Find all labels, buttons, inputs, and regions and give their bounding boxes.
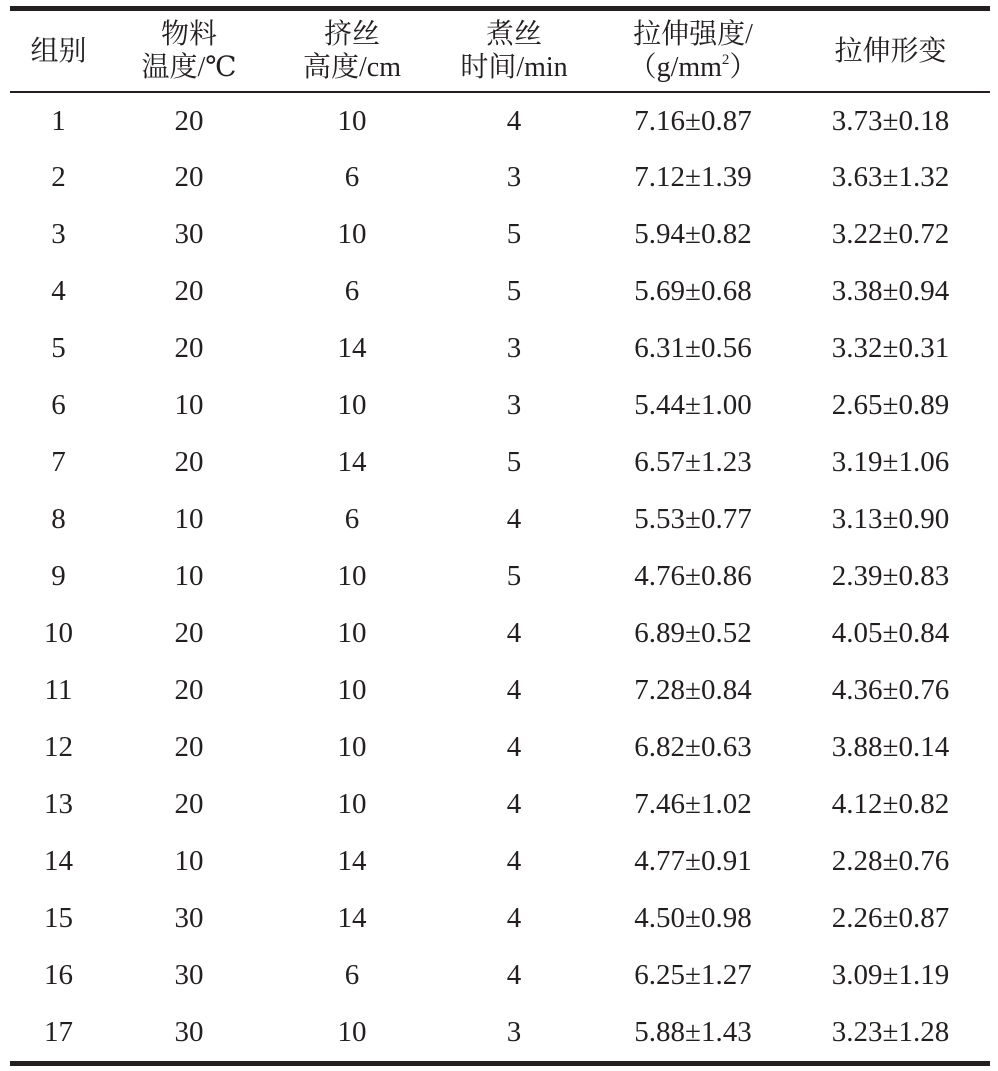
cell-tensile-strength: 5.44±1.00 bbox=[634, 389, 752, 421]
header-material-temperature-line2: 温度/℃ bbox=[141, 52, 237, 83]
cell-material-temperature: 10 bbox=[174, 560, 204, 592]
cell-tensile-strength: 6.89±0.52 bbox=[634, 617, 752, 649]
header-extrusion-height bbox=[271, 9, 433, 93]
table-row bbox=[10, 206, 990, 263]
cell-tensile-strength: 7.28±0.84 bbox=[634, 674, 752, 706]
cell-extrusion-height: 10 bbox=[337, 674, 367, 706]
cell-extrusion-height: 14 bbox=[337, 332, 367, 364]
cell-group: 6 bbox=[51, 389, 66, 421]
cell-tensile-deformation: 4.12±0.82 bbox=[831, 788, 950, 820]
cell-material-temperature: 30 bbox=[174, 959, 204, 991]
cell-tensile-strength: 4.50±0.98 bbox=[634, 902, 752, 934]
cell-extrusion-height: 14 bbox=[337, 845, 367, 877]
cell-tensile-deformation: 2.28±0.76 bbox=[831, 845, 950, 877]
cell-extrusion-height: 6 bbox=[344, 161, 360, 193]
cell-cooking-time: 4 bbox=[506, 617, 522, 649]
cell-tensile-deformation: 3.38±0.94 bbox=[831, 275, 950, 307]
cell-group: 7 bbox=[51, 446, 66, 478]
cell-material-temperature: 20 bbox=[174, 446, 204, 478]
cell-cooking-time: 4 bbox=[506, 104, 522, 137]
header-cooking-time-line1: 煮丝 bbox=[485, 19, 542, 50]
cell-group: 16 bbox=[44, 959, 73, 991]
cell-tensile-strength: 5.69±0.68 bbox=[634, 275, 752, 307]
header-row bbox=[10, 9, 990, 93]
cell-material-temperature: 20 bbox=[174, 104, 204, 137]
cell-cooking-time: 5 bbox=[506, 275, 522, 307]
cell-extrusion-height: 10 bbox=[337, 788, 367, 820]
cell-tensile-strength: 5.88±1.43 bbox=[634, 1016, 752, 1048]
header-extrusion-height-line2: 高度/cm bbox=[303, 52, 401, 83]
header-group-label: 组别 bbox=[30, 35, 87, 67]
header-cooking-time bbox=[433, 9, 595, 93]
header-tensile-strength-line2 bbox=[595, 51, 791, 84]
cell-group: 14 bbox=[44, 845, 73, 877]
cell-tensile-deformation: 3.63±1.32 bbox=[831, 161, 950, 193]
cell-tensile-deformation: 4.05±0.84 bbox=[831, 617, 950, 649]
cell-cooking-time: 3 bbox=[506, 1016, 522, 1048]
cell-cooking-time: 5 bbox=[506, 218, 522, 250]
cell-tensile-strength: 4.76±0.86 bbox=[634, 560, 752, 592]
cell-group: 1 bbox=[51, 104, 66, 137]
header-tensile-strength-line1: 拉伸强度/ bbox=[633, 19, 753, 50]
cell-group: 9 bbox=[51, 560, 66, 592]
cell-tensile-deformation: 3.73±0.18 bbox=[831, 104, 950, 137]
cell-material-temperature: 20 bbox=[174, 731, 204, 763]
cell-tensile-deformation: 3.88±0.14 bbox=[831, 731, 950, 763]
header-material-temperature-line1: 物料 bbox=[160, 19, 217, 50]
data-table-container bbox=[10, 6, 990, 1066]
cell-material-temperature: 10 bbox=[174, 845, 204, 877]
table-row bbox=[10, 548, 990, 605]
cell-material-temperature: 20 bbox=[174, 674, 204, 706]
cell-tensile-strength: 6.82±0.63 bbox=[634, 731, 752, 763]
cell-cooking-time: 4 bbox=[506, 959, 522, 991]
cell-extrusion-height: 10 bbox=[337, 560, 367, 592]
cell-extrusion-height: 6 bbox=[344, 503, 360, 535]
cell-tensile-deformation: 3.09±1.19 bbox=[831, 959, 950, 991]
table-row bbox=[10, 947, 990, 1004]
cell-extrusion-height: 14 bbox=[337, 902, 367, 934]
header-cooking-time-line2: 时间/min bbox=[460, 52, 568, 83]
cell-cooking-time: 3 bbox=[506, 332, 522, 364]
cell-group: 17 bbox=[44, 1016, 73, 1048]
header-extrusion-height-line1: 挤丝 bbox=[323, 19, 380, 50]
cell-cooking-time: 4 bbox=[506, 503, 522, 535]
cell-tensile-strength: 7.16±0.87 bbox=[634, 104, 752, 137]
cell-extrusion-height: 10 bbox=[337, 389, 367, 421]
cell-cooking-time: 4 bbox=[506, 674, 522, 706]
cell-tensile-deformation: 3.13±0.90 bbox=[831, 503, 950, 535]
cell-extrusion-height: 10 bbox=[337, 617, 367, 649]
cell-tensile-deformation: 3.22±0.72 bbox=[831, 218, 950, 250]
cell-tensile-deformation: 3.23±1.28 bbox=[831, 1016, 950, 1048]
cell-group: 13 bbox=[44, 788, 73, 820]
cell-tensile-deformation: 3.19±1.06 bbox=[831, 446, 950, 478]
cell-extrusion-height: 10 bbox=[337, 218, 367, 250]
table-row bbox=[10, 833, 990, 890]
cell-cooking-time: 4 bbox=[506, 845, 522, 877]
table-row bbox=[10, 776, 990, 833]
cell-tensile-strength: 6.31±0.56 bbox=[634, 332, 752, 364]
cell-material-temperature: 30 bbox=[174, 902, 204, 934]
cell-material-temperature: 20 bbox=[174, 788, 204, 820]
table-body bbox=[10, 92, 990, 1064]
cell-tensile-strength: 6.57±1.23 bbox=[634, 446, 752, 478]
cell-extrusion-height: 10 bbox=[337, 104, 367, 137]
cell-extrusion-height: 6 bbox=[344, 275, 360, 307]
cell-tensile-deformation: 2.65±0.89 bbox=[831, 389, 950, 421]
table-row bbox=[10, 92, 990, 149]
table-row bbox=[10, 149, 990, 206]
cell-group: 3 bbox=[51, 218, 66, 250]
cell-tensile-strength: 7.46±1.02 bbox=[634, 788, 752, 820]
cell-group: 15 bbox=[44, 902, 73, 934]
table-row bbox=[10, 662, 990, 719]
experiment-results-table bbox=[10, 6, 990, 1066]
cell-cooking-time: 4 bbox=[506, 731, 522, 763]
cell-tensile-deformation: 4.36±0.76 bbox=[831, 674, 950, 706]
cell-tensile-deformation: 2.26±0.87 bbox=[831, 902, 950, 934]
cell-cooking-time: 4 bbox=[506, 788, 522, 820]
cell-group: 2 bbox=[51, 161, 66, 193]
header-tensile-strength-unit: （g/mm bbox=[628, 52, 722, 83]
cell-group: 8 bbox=[51, 503, 66, 535]
cell-material-temperature: 30 bbox=[174, 218, 204, 250]
table-row bbox=[10, 320, 990, 377]
cell-group: 12 bbox=[44, 731, 73, 763]
cell-tensile-strength: 5.53±0.77 bbox=[634, 503, 752, 535]
cell-tensile-strength: 7.12±1.39 bbox=[634, 161, 752, 193]
cell-extrusion-height: 10 bbox=[337, 731, 367, 763]
cell-cooking-time: 3 bbox=[506, 389, 522, 421]
cell-cooking-time: 5 bbox=[506, 560, 522, 592]
cell-extrusion-height: 6 bbox=[344, 959, 360, 991]
cell-material-temperature: 20 bbox=[174, 275, 204, 307]
cell-group: 10 bbox=[44, 617, 73, 649]
cell-tensile-strength: 6.25±1.27 bbox=[634, 959, 752, 991]
table-row bbox=[10, 434, 990, 491]
cell-cooking-time: 5 bbox=[506, 446, 522, 478]
header-tensile-deformation-label: 拉伸形变 bbox=[834, 35, 947, 67]
cell-group: 11 bbox=[44, 674, 73, 706]
header-tensile-strength-unit-close: ） bbox=[729, 52, 758, 83]
cell-tensile-strength: 4.77±0.91 bbox=[634, 845, 752, 877]
cell-cooking-time: 4 bbox=[506, 902, 522, 934]
cell-material-temperature: 20 bbox=[174, 617, 204, 649]
cell-tensile-deformation: 3.32±0.31 bbox=[831, 332, 950, 364]
cell-material-temperature: 20 bbox=[174, 332, 204, 364]
table-row bbox=[10, 605, 990, 662]
cell-material-temperature: 30 bbox=[174, 1016, 204, 1048]
table-row bbox=[10, 491, 990, 548]
cell-group: 5 bbox=[51, 332, 66, 364]
table-header bbox=[10, 9, 990, 93]
cell-material-temperature: 10 bbox=[174, 389, 204, 421]
table-row bbox=[10, 890, 990, 947]
cell-material-temperature: 20 bbox=[174, 161, 204, 193]
cell-group: 4 bbox=[51, 275, 66, 307]
cell-extrusion-height: 10 bbox=[337, 1016, 367, 1048]
table-row bbox=[10, 719, 990, 776]
cell-extrusion-height: 14 bbox=[337, 446, 367, 478]
table-row bbox=[10, 377, 990, 434]
table-row bbox=[10, 1004, 990, 1064]
cell-cooking-time: 3 bbox=[506, 161, 522, 193]
header-tensile-strength-unit-exponent: 2 bbox=[721, 52, 730, 68]
cell-tensile-deformation: 2.39±0.83 bbox=[831, 560, 950, 592]
header-tensile-strength bbox=[595, 9, 791, 93]
cell-material-temperature: 10 bbox=[174, 503, 204, 535]
header-group bbox=[10, 9, 107, 93]
header-tensile-deformation bbox=[791, 9, 990, 93]
header-material-temperature bbox=[107, 9, 271, 93]
cell-tensile-strength: 5.94±0.82 bbox=[634, 218, 752, 250]
table-row bbox=[10, 263, 990, 320]
